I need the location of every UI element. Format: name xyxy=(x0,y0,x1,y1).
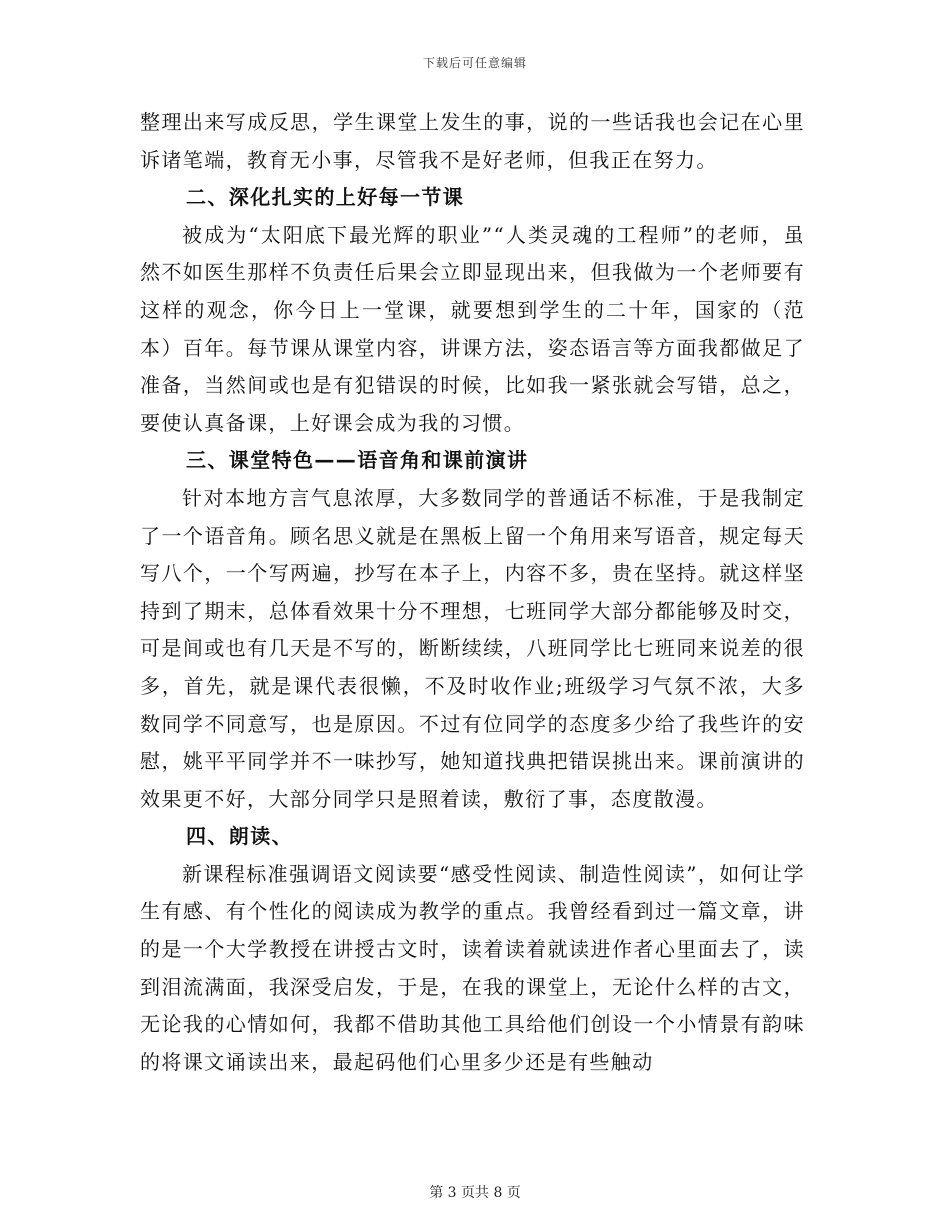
page-header: 下载后可任意编辑 xyxy=(422,56,527,70)
section-heading-4: 四、朗读、 xyxy=(186,824,293,849)
paragraph-section-3: 针对本地方言气息浓厚，大多数同学的普通话不标准，于是我制定了一个语音角。顾名思义就是在黑板上留一个角用来写语音，规定每天写八个，一个写两遍，抄写在本子上，内容不多，贵在坚持。就这样坚持到了期末，总体看效果十分不理想，七班同学大部分都能够及时交，可是间或也有几天是不写的，断断续续，八班同学比七班同来说差的很多，首先，就是课代表很懒，不及时收作业;班级学习气氛不浓，大多数同学不同意写，也是原因。不过有位同学的态度多少给了我些许的安慰，姚平平同学并不一味抄写，她知道找典把错误挑出来。课前演讲的效果更不好，大部分同学只是照着读，敷衍了事，态度散漫。 xyxy=(140,485,805,811)
paragraph-continued: 整理出来写成反思，学生课堂上发生的事，说的一些话我也会记在心里诉诸笔端，教育无小事，尽管我不是好老师，但我正在努力。 xyxy=(140,110,805,172)
section-heading-2: 二、深化扎实的上好每一节课 xyxy=(186,185,465,210)
section-heading-3: 三、课堂特色——语音角和课前演讲 xyxy=(186,448,529,473)
paragraph-section-2: 被成为“太阳底下最光辉的职业”“人类灵魂的工程师”的老师，虽然不如医生那样不负责任后果会立即显现出来，但我做为一个老师要有这样的观念，你今日上一堂课，就要想到学生的二十年，国家的（范本）百年。每节课从课堂内容，讲课方法，姿态语言等方面我都做足了准备，当然间或也是有犯错误的时候，比如我一紧张就会写错，总之，要使认真备课，上好课会成为我的习惯。 xyxy=(140,222,805,435)
document-body xyxy=(140,104,805,1081)
paragraph-section-4: 新课程标准强调语文阅读要“感受性阅读、制造性阅读”，如何让学生有感、有个性化的阅读成为教学的重点。我曾经看到过一篇文章，讲的是一个大学教授在讲授古文时，读着读着就读进作者心里面去了，读到泪流满面，我深受启发，于是，在我的课堂上，无论什么样的古文，无论我的心情如何，我都不借助其他工具给他们创设一个小情景有韵味的将课文诵读出来，最起码他们心里多少还是有些触动 xyxy=(140,861,805,1074)
page-footer: 第 3 页共 8 页 xyxy=(429,1185,521,1201)
